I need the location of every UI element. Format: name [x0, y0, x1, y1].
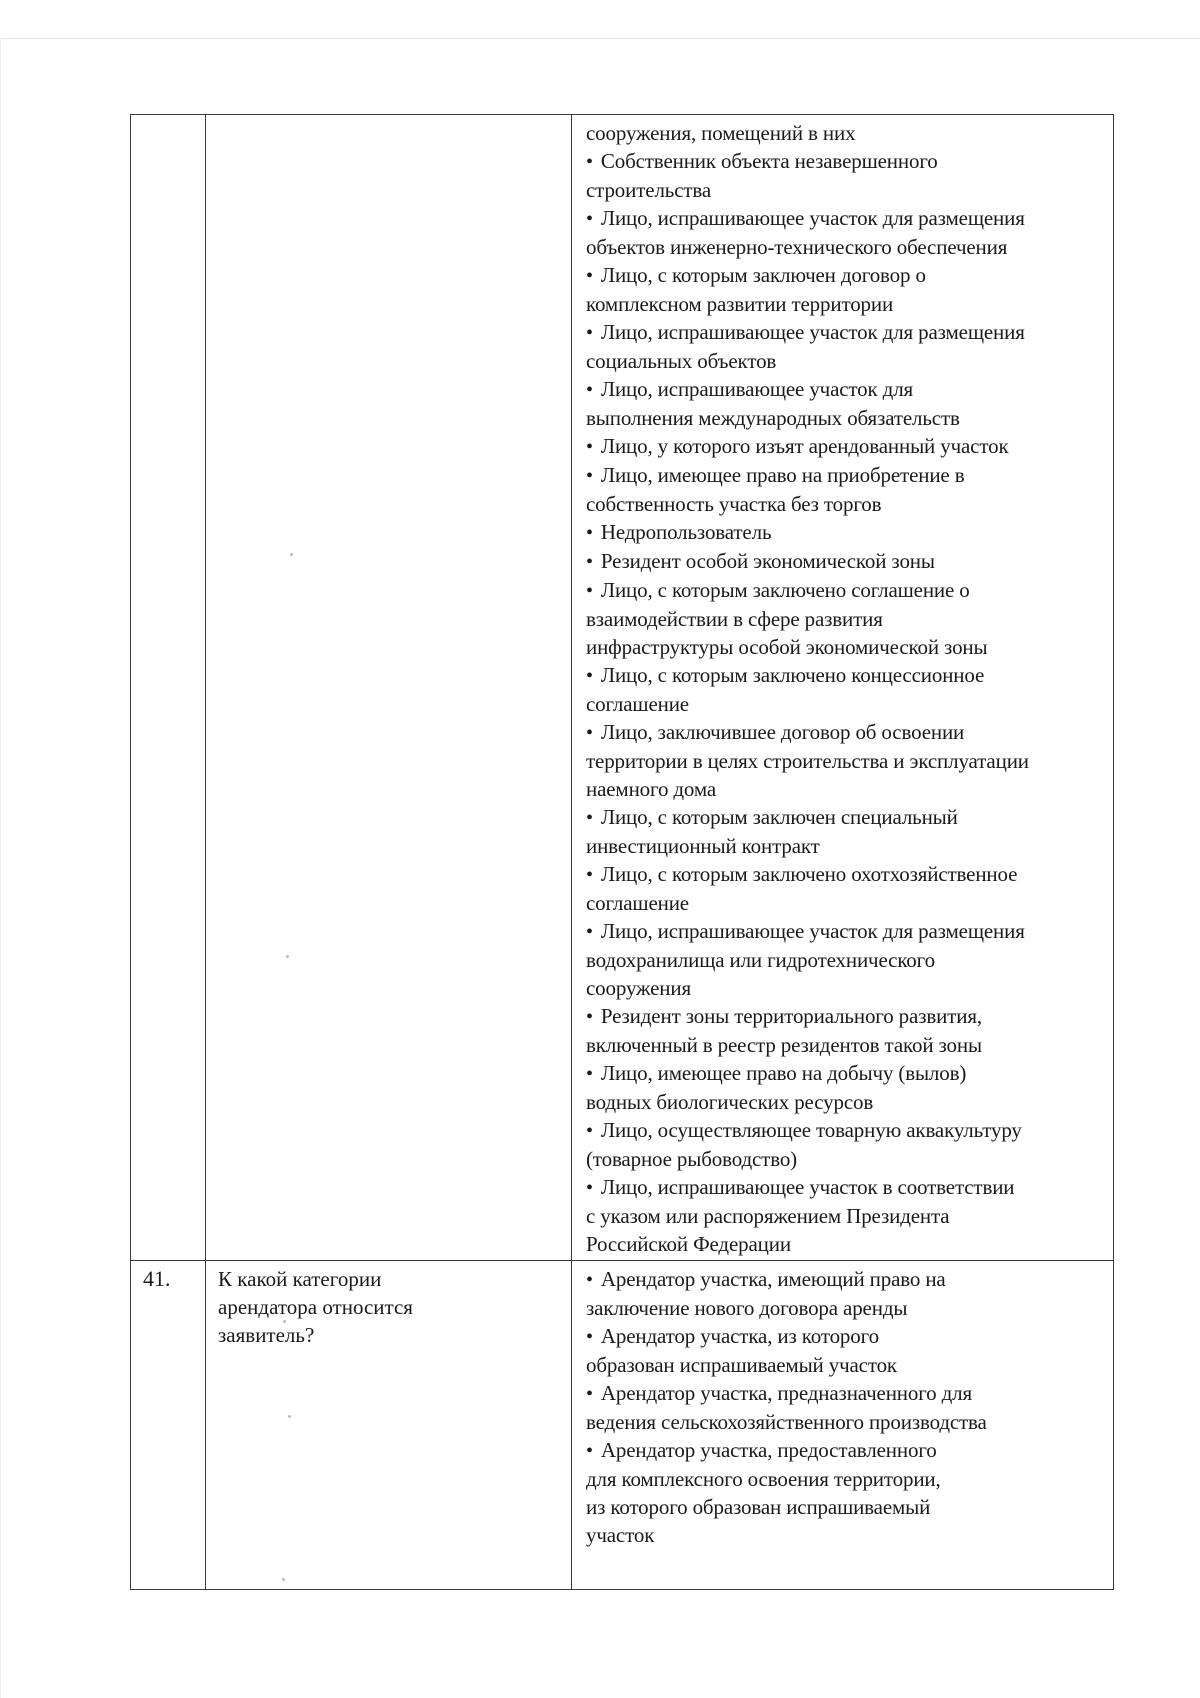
answer-option-text: водных биологических ресурсов [586, 1090, 874, 1114]
bullet-icon: • [586, 465, 593, 487]
answer-option-text: соглашение [586, 891, 689, 915]
bullet-icon: • [586, 265, 593, 287]
answer-option-line [586, 432, 1111, 461]
question-text-line: арендатора относится [218, 1295, 413, 1319]
answer-option-text: Резидент зоны территориального развития, [600, 1004, 982, 1028]
table-row-continued [131, 115, 1114, 1261]
answer-option-text: (товарное рыбоводство) [586, 1147, 798, 1171]
answer-option-line [586, 1116, 1111, 1145]
answer-option-text: Лицо, у которого изъят арендованный участок [600, 434, 1009, 458]
answer-option-text: участок [586, 1523, 655, 1547]
answer-continuation-line [586, 347, 1111, 375]
question-cell [206, 115, 572, 1261]
question-text-line: К какой категории [218, 1267, 382, 1291]
answer-option-line [586, 1002, 1111, 1031]
answer-continuation-line [586, 1408, 1111, 1436]
bullet-icon: • [586, 807, 593, 829]
answer-continuation-line [586, 176, 1111, 204]
answer-option-line [586, 803, 1111, 832]
answer-options-list [586, 119, 1111, 1258]
answer-continuation-line [586, 1088, 1111, 1116]
answer-continuation-line [586, 1202, 1111, 1230]
answer-option-text: инвестиционный контракт [586, 834, 820, 858]
answer-continuation-line [586, 1230, 1111, 1258]
bullet-icon: • [586, 379, 593, 401]
bullet-icon: • [586, 551, 593, 573]
answer-continuation-line [586, 889, 1111, 917]
answer-option-text: наемного дома [586, 777, 717, 801]
scan-speck [288, 1415, 291, 1418]
answer-continuation-line [586, 605, 1111, 633]
answer-option-line [586, 375, 1111, 404]
answer-option-text: собственность участка без торгов [586, 492, 882, 516]
bullet-icon: • [586, 151, 593, 173]
answer-option-text: объектов инженерно-технического обеспечения [586, 235, 1008, 259]
answer-option-text: Лицо, заключившее договор об освоении [600, 720, 965, 744]
answer-option-text: социальных объектов [586, 349, 777, 373]
answer-option-text: Арендатор участка, предоставленного [600, 1438, 937, 1462]
question-text-line: заявитель? [218, 1323, 315, 1347]
answer-continuation-line [586, 119, 1111, 147]
row-number-cell [131, 115, 206, 1261]
answer-continuation-line [586, 1145, 1111, 1173]
scan-speck [286, 955, 289, 958]
answer-option-text: соглашение [586, 692, 689, 716]
answer-option-text: Лицо, с которым заключено концессионное [600, 663, 985, 687]
answer-option-text: с указом или распоряжением Президента [586, 1204, 950, 1228]
bullet-icon: • [586, 1177, 593, 1199]
scan-speck [283, 1320, 286, 1323]
bullet-icon: • [586, 436, 593, 458]
bullet-icon: • [586, 1269, 593, 1291]
answer-option-text: Лицо, с которым заключено соглашение о [600, 578, 970, 602]
answer-option-text: Собственник объекта незавершенного [600, 149, 938, 173]
bullet-icon: • [586, 322, 593, 344]
bullet-icon: • [586, 921, 593, 943]
bullet-icon: • [586, 1006, 593, 1028]
answer-option-line [586, 576, 1111, 605]
answer-option-text: включенный в реестр резидентов такой зоны [586, 1033, 982, 1057]
answer-option-text: комплексном развитии территории [586, 292, 894, 316]
answer-continuation-line [586, 690, 1111, 718]
answer-option-text: Лицо, испрашивающее участок для размещения [600, 919, 1025, 943]
answer-option-text: Арендатор участка, из которого [600, 1324, 879, 1348]
answer-option-text: территории в целях строительства и эксплуатации [586, 749, 1029, 773]
answer-continuation-line [586, 633, 1111, 661]
answer-option-line [586, 204, 1111, 233]
answer-continuation-line [586, 1031, 1111, 1059]
answer-continuation-line [586, 747, 1111, 775]
answer-options-cell [572, 115, 1114, 1261]
bullet-icon: • [586, 580, 593, 602]
answer-continuation-line [586, 775, 1111, 803]
questionnaire-table [130, 114, 1114, 1590]
bullet-icon: • [586, 1326, 593, 1348]
answer-options-cell [572, 1261, 1114, 1590]
question-cell [206, 1261, 572, 1590]
scan-page-edge-left [0, 38, 1, 1698]
answer-option-text: для комплексного освоения территории, [586, 1467, 941, 1491]
answer-option-text: Арендатор участка, предназначенного для [600, 1381, 972, 1405]
answer-continuation-line [586, 1465, 1111, 1493]
answer-option-text: из которого образован испрашиваемый [586, 1495, 931, 1519]
answer-option-line [586, 718, 1111, 747]
answer-continuation-line [586, 1521, 1111, 1549]
answer-option-text: инфраструктуры особой экономической зоны [586, 635, 988, 659]
answer-option-line [586, 1265, 1111, 1294]
answer-option-text: Лицо, с которым заключен договор о [600, 263, 926, 287]
answer-option-text: водохранилища или гидротехнического [586, 948, 935, 972]
row-number-cell: 41. [131, 1261, 206, 1590]
bullet-icon: • [586, 722, 593, 744]
answer-option-text: Лицо, имеющее право на приобретение в [600, 463, 965, 487]
answer-option-text: Лицо, имеющее право на добычу (вылов) [600, 1061, 967, 1085]
answer-option-line [586, 461, 1111, 490]
answer-option-text: Лицо, с которым заключен специальный [600, 805, 958, 829]
bullet-icon: • [586, 864, 593, 886]
answer-option-text: образован испрашиваемый участок [586, 1353, 897, 1377]
bullet-icon: • [586, 1120, 593, 1142]
answer-continuation-line [586, 490, 1111, 518]
bullet-icon: • [586, 208, 593, 230]
answer-option-line [586, 661, 1111, 690]
scan-speck [290, 553, 293, 556]
bullet-icon: • [586, 1440, 593, 1462]
answer-option-line [586, 518, 1111, 547]
answer-option-text: строительства [586, 178, 712, 202]
answer-option-line [586, 1173, 1111, 1202]
answer-option-text: Арендатор участка, имеющий право на [600, 1267, 946, 1291]
answer-option-text: сооружения, помещений в них [586, 121, 856, 145]
answer-option-line [586, 860, 1111, 889]
table-row-41 [131, 1261, 1114, 1590]
answer-option-text: Лицо, с которым заключено охотхозяйственное [600, 862, 1018, 886]
answer-continuation-line [586, 1493, 1111, 1521]
answer-continuation-line [586, 974, 1111, 1002]
scan-speck [282, 1578, 285, 1581]
answer-option-text: ведения сельскохозяйственного производства [586, 1410, 987, 1434]
answer-continuation-line [586, 1294, 1111, 1322]
scan-page-edge-top [0, 38, 1200, 39]
answer-options-list [586, 1265, 1111, 1549]
bullet-icon: • [586, 1063, 593, 1085]
answer-option-line [586, 1322, 1111, 1351]
answer-continuation-line [586, 404, 1111, 432]
answer-option-text: Российской Федерации [586, 1232, 791, 1256]
answer-continuation-line [586, 946, 1111, 974]
answer-option-line [586, 547, 1111, 576]
bullet-icon: • [586, 522, 593, 544]
answer-continuation-line [586, 832, 1111, 860]
answer-option-text: заключение нового договора аренды [586, 1296, 908, 1320]
answer-option-text: Резидент особой экономической зоны [600, 549, 935, 573]
answer-continuation-line [586, 290, 1111, 318]
answer-option-line [586, 917, 1111, 946]
answer-option-text: Лицо, испрашивающее участок для размещения [600, 320, 1025, 344]
answer-option-line [586, 1059, 1111, 1088]
answer-option-line [586, 261, 1111, 290]
answer-option-text: сооружения [586, 976, 691, 1000]
answer-continuation-line [586, 1351, 1111, 1379]
answer-option-text: Лицо, осуществляющее товарную аквакультуру [600, 1118, 1022, 1142]
answer-option-text: Лицо, испрашивающее участок для размещения [600, 206, 1025, 230]
answer-option-text: Лицо, испрашивающее участок для [600, 377, 914, 401]
answer-option-line [586, 1436, 1111, 1465]
answer-option-text: Лицо, испрашивающее участок в соответствии [600, 1175, 1015, 1199]
answer-option-text: взаимодействии в сфере развития [586, 607, 883, 631]
bullet-icon: • [586, 1383, 593, 1405]
answer-option-line [586, 147, 1111, 176]
answer-continuation-line [586, 233, 1111, 261]
bullet-icon: • [586, 665, 593, 687]
answer-option-text: Недропользователь [600, 520, 772, 544]
answer-option-line [586, 318, 1111, 347]
answer-option-line [586, 1379, 1111, 1408]
answer-option-text: выполнения международных обязательств [586, 406, 960, 430]
